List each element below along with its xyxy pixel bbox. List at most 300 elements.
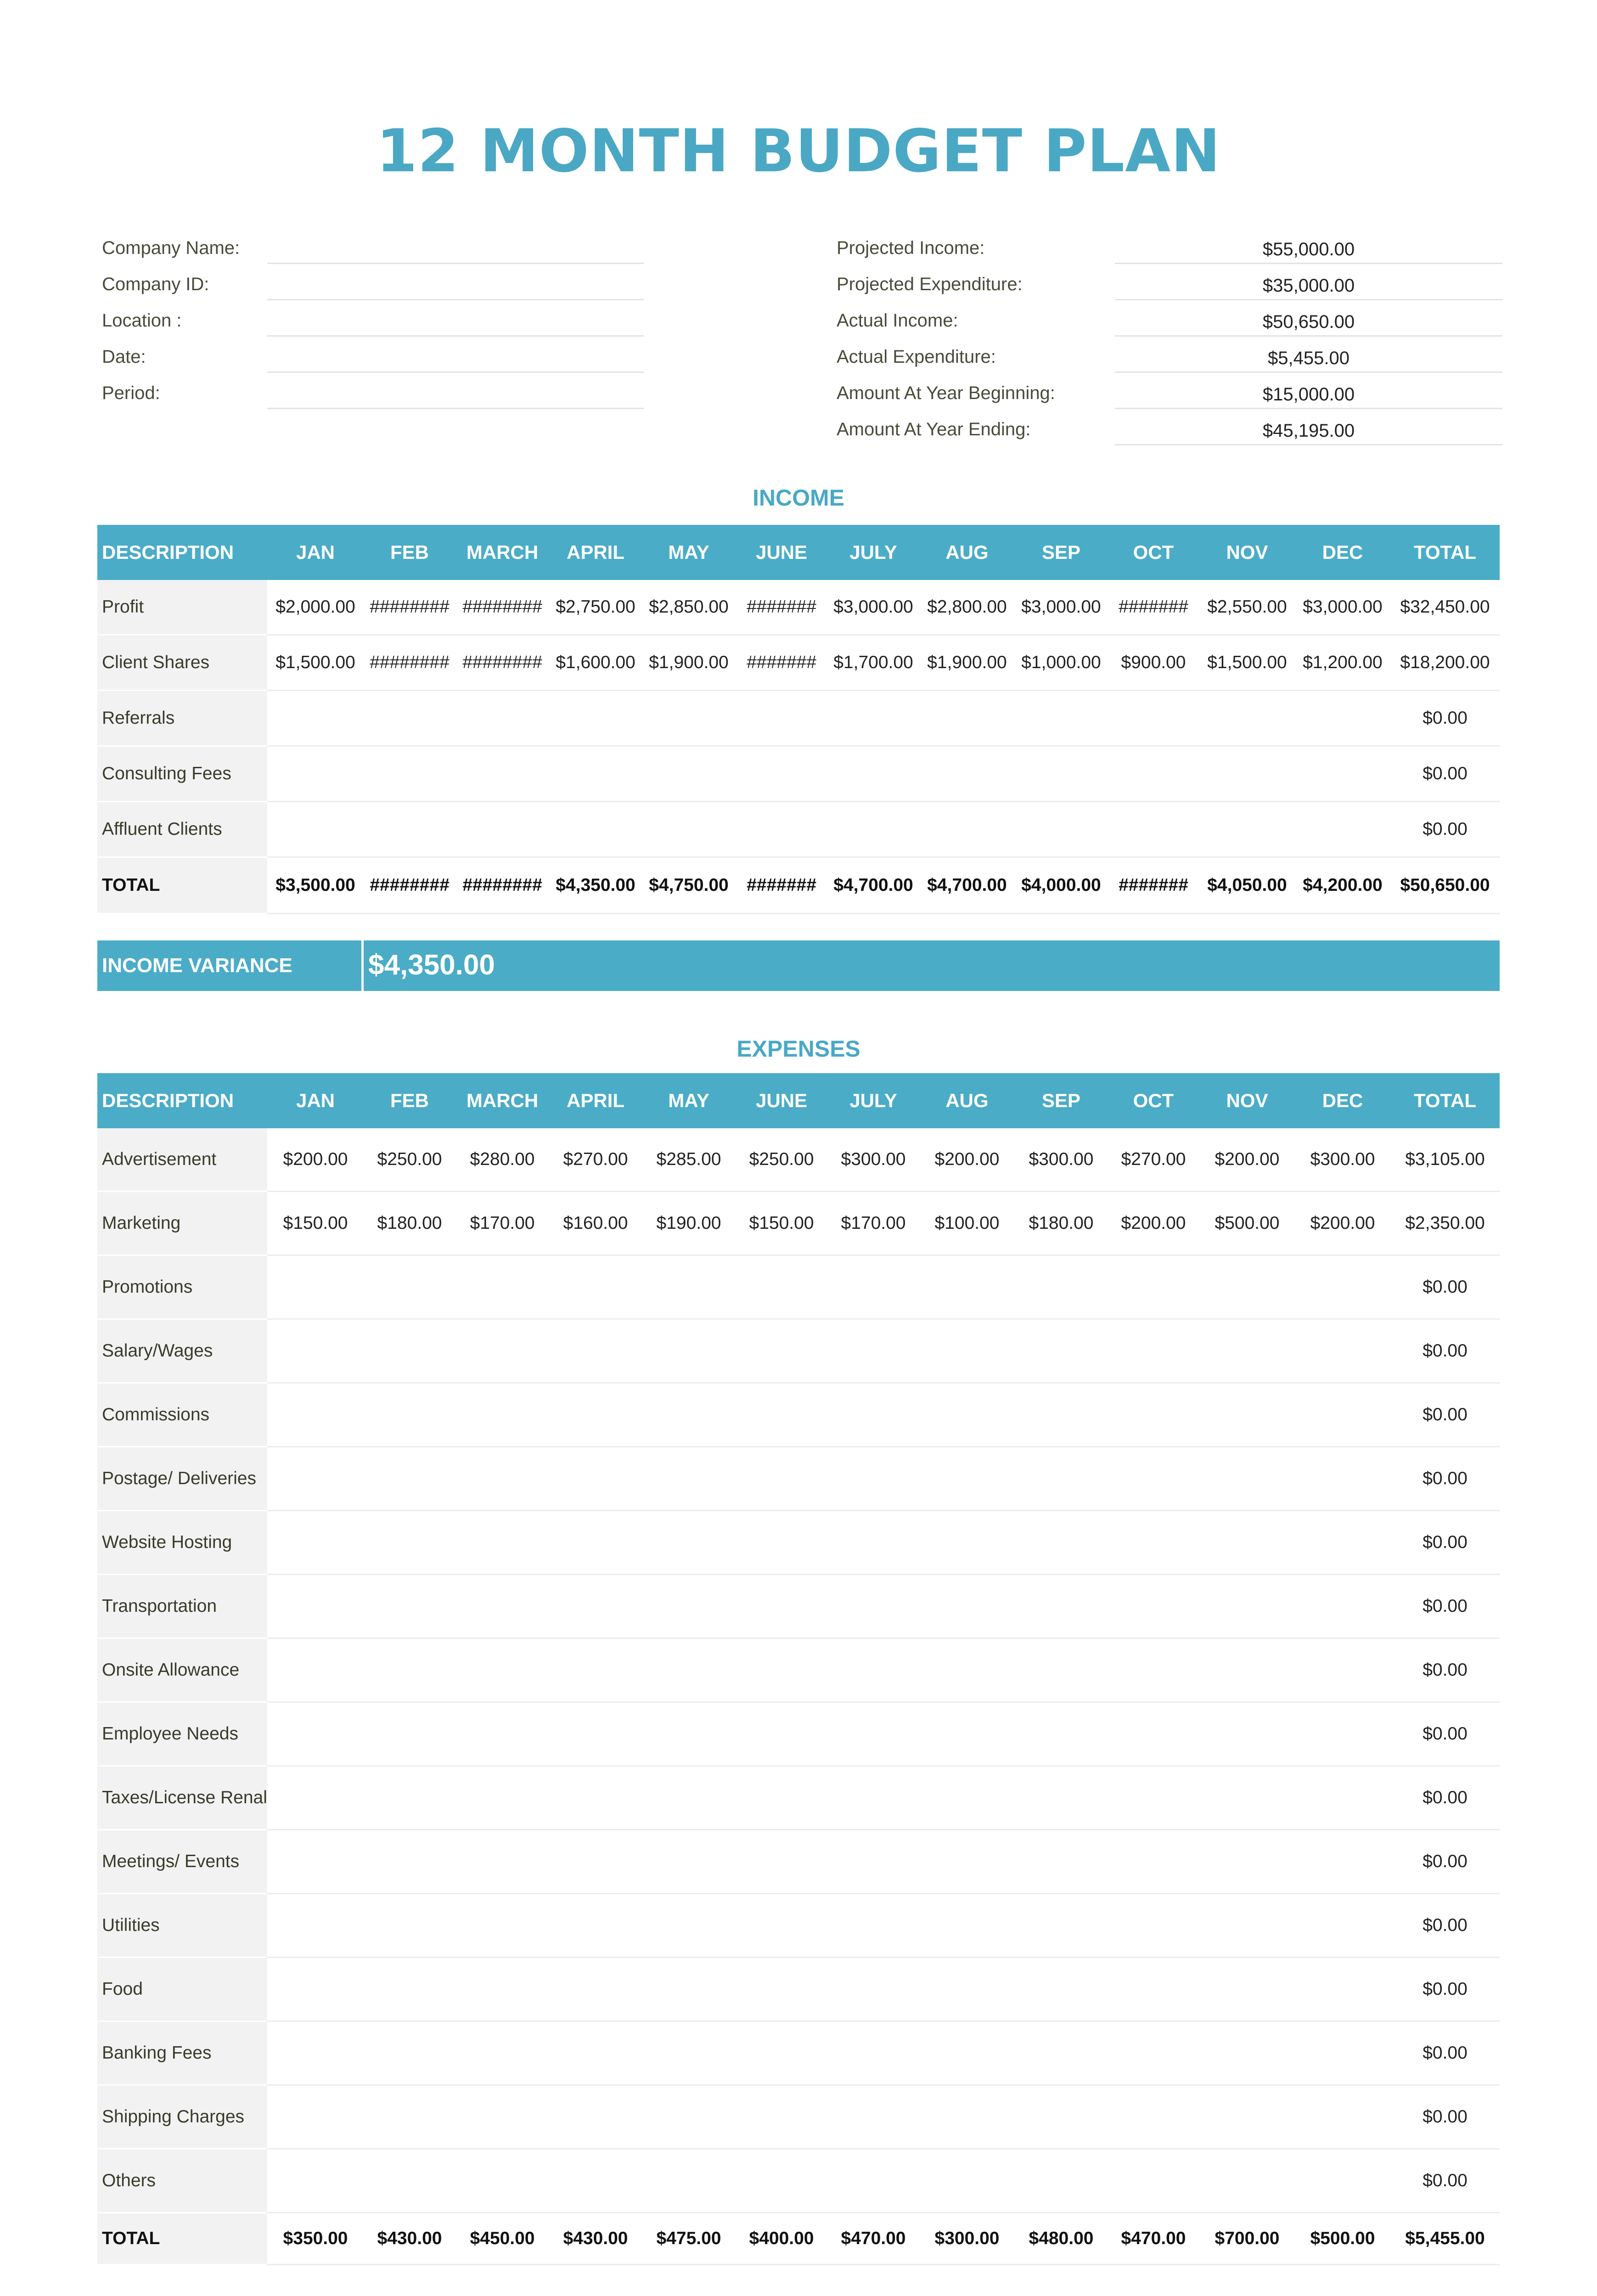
table-cell[interactable]: $1,500.00: [1199, 635, 1295, 691]
table-cell[interactable]: [736, 1383, 827, 1447]
table-cell[interactable]: [1199, 2085, 1295, 2149]
table-cell[interactable]: $4,700.00: [827, 857, 919, 914]
table-cell[interactable]: [455, 746, 549, 802]
table-cell[interactable]: [1108, 1383, 1199, 1447]
table-cell[interactable]: ########: [364, 857, 455, 914]
table-cell[interactable]: [267, 802, 364, 857]
table-cell[interactable]: $180.00: [364, 1192, 455, 1255]
table-cell[interactable]: $1,700.00: [827, 635, 919, 691]
table-cell[interactable]: [1199, 746, 1295, 802]
table-cell[interactable]: [919, 1319, 1015, 1383]
table-cell[interactable]: [827, 746, 919, 802]
table-cell[interactable]: [1199, 2149, 1295, 2213]
table-cell[interactable]: [1108, 1575, 1199, 1638]
table-cell[interactable]: [736, 1830, 827, 1894]
table-cell[interactable]: [919, 1894, 1015, 1958]
table-cell[interactable]: [1108, 1255, 1199, 1319]
table-cell[interactable]: $300.00: [1295, 1128, 1390, 1192]
table-cell[interactable]: [1108, 1702, 1199, 1766]
table-cell[interactable]: [267, 1830, 364, 1894]
table-cell[interactable]: [1015, 1255, 1108, 1319]
table-cell[interactable]: ########: [364, 635, 455, 691]
table-cell[interactable]: [827, 1830, 919, 1894]
table-cell[interactable]: [1199, 1575, 1295, 1638]
table-cell[interactable]: [267, 1638, 364, 1702]
table-cell[interactable]: [455, 1447, 549, 1511]
table-cell[interactable]: $0.00: [1390, 1575, 1500, 1638]
summary-value-field[interactable]: $35,000.00: [1115, 266, 1502, 300]
table-cell[interactable]: [1295, 1255, 1390, 1319]
table-cell[interactable]: [549, 1447, 642, 1511]
table-cell[interactable]: $2,000.00: [267, 580, 364, 635]
table-cell[interactable]: [267, 1894, 364, 1958]
table-cell[interactable]: [919, 746, 1015, 802]
table-cell[interactable]: #######: [1108, 857, 1199, 914]
table-cell[interactable]: $270.00: [1108, 1128, 1199, 1192]
table-cell[interactable]: [736, 1894, 827, 1958]
table-cell[interactable]: [919, 1511, 1015, 1575]
table-cell[interactable]: $200.00: [1295, 1192, 1390, 1255]
table-cell[interactable]: $0.00: [1390, 1958, 1500, 2021]
company-info-value-field[interactable]: [267, 266, 644, 300]
table-cell[interactable]: [642, 1702, 736, 1766]
table-cell[interactable]: [1295, 2149, 1390, 2213]
summary-value-field[interactable]: $45,195.00: [1115, 411, 1502, 445]
table-cell[interactable]: $190.00: [642, 1192, 736, 1255]
table-cell[interactable]: [1295, 691, 1390, 746]
table-cell[interactable]: [827, 1958, 919, 2021]
table-cell[interactable]: [455, 691, 549, 746]
table-cell[interactable]: $170.00: [455, 1192, 549, 1255]
table-cell[interactable]: [1295, 1447, 1390, 1511]
table-cell[interactable]: [1108, 1511, 1199, 1575]
table-cell[interactable]: $475.00: [642, 2213, 736, 2265]
table-cell[interactable]: [364, 1383, 455, 1447]
table-cell[interactable]: #######: [1108, 580, 1199, 635]
table-cell[interactable]: [642, 1511, 736, 1575]
table-cell[interactable]: [549, 1319, 642, 1383]
table-cell[interactable]: $470.00: [827, 2213, 919, 2265]
table-cell[interactable]: [919, 1766, 1015, 1830]
table-cell[interactable]: $50,650.00: [1390, 857, 1500, 914]
table-cell[interactable]: [642, 1575, 736, 1638]
table-cell[interactable]: [1295, 1894, 1390, 1958]
table-cell[interactable]: [827, 1255, 919, 1319]
table-cell[interactable]: [827, 1766, 919, 1830]
table-cell[interactable]: $150.00: [267, 1192, 364, 1255]
table-cell[interactable]: [1295, 1383, 1390, 1447]
table-cell[interactable]: [455, 1958, 549, 2021]
table-cell[interactable]: [549, 2085, 642, 2149]
table-cell[interactable]: [919, 1830, 1015, 1894]
table-cell[interactable]: [827, 1447, 919, 1511]
table-cell[interactable]: $200.00: [919, 1128, 1015, 1192]
table-cell[interactable]: [1108, 1958, 1199, 2021]
table-cell[interactable]: [642, 1447, 736, 1511]
table-cell[interactable]: ########: [455, 857, 549, 914]
table-cell[interactable]: [919, 802, 1015, 857]
table-cell[interactable]: [827, 1702, 919, 1766]
table-cell[interactable]: [736, 2085, 827, 2149]
table-cell[interactable]: $1,900.00: [919, 635, 1015, 691]
table-cell[interactable]: $3,000.00: [1015, 580, 1108, 635]
table-cell[interactable]: [455, 1319, 549, 1383]
table-cell[interactable]: [1108, 1319, 1199, 1383]
table-cell[interactable]: [827, 1511, 919, 1575]
table-cell[interactable]: [364, 1575, 455, 1638]
table-cell[interactable]: $3,000.00: [827, 580, 919, 635]
table-cell[interactable]: [642, 746, 736, 802]
table-cell[interactable]: [1015, 1575, 1108, 1638]
table-cell[interactable]: [549, 1255, 642, 1319]
table-cell[interactable]: [1199, 1319, 1295, 1383]
table-cell[interactable]: $170.00: [827, 1192, 919, 1255]
table-cell[interactable]: $500.00: [1199, 1192, 1295, 1255]
table-cell[interactable]: [919, 2085, 1015, 2149]
summary-value-field[interactable]: $15,000.00: [1115, 375, 1502, 409]
table-cell[interactable]: [1199, 1511, 1295, 1575]
table-cell[interactable]: [827, 691, 919, 746]
table-cell[interactable]: [1108, 1894, 1199, 1958]
table-cell[interactable]: [1108, 1638, 1199, 1702]
table-cell[interactable]: [1015, 2021, 1108, 2085]
table-cell[interactable]: [827, 1894, 919, 1958]
table-cell[interactable]: $270.00: [549, 1128, 642, 1192]
table-cell[interactable]: [1015, 1766, 1108, 1830]
table-cell[interactable]: [267, 1255, 364, 1319]
table-cell[interactable]: [736, 1255, 827, 1319]
table-cell[interactable]: [736, 691, 827, 746]
table-cell[interactable]: [1295, 802, 1390, 857]
table-cell[interactable]: [736, 1511, 827, 1575]
table-cell[interactable]: [736, 1766, 827, 1830]
table-cell[interactable]: [827, 2021, 919, 2085]
table-cell[interactable]: [736, 1575, 827, 1638]
table-cell[interactable]: $2,800.00: [919, 580, 1015, 635]
table-cell[interactable]: $1,000.00: [1015, 635, 1108, 691]
table-cell[interactable]: [549, 2149, 642, 2213]
table-cell[interactable]: [642, 2149, 736, 2213]
table-cell[interactable]: $250.00: [736, 1128, 827, 1192]
table-cell[interactable]: [549, 691, 642, 746]
table-cell[interactable]: [919, 2149, 1015, 2213]
table-cell[interactable]: [1015, 1830, 1108, 1894]
table-cell[interactable]: $0.00: [1390, 2021, 1500, 2085]
table-cell[interactable]: [1199, 1702, 1295, 1766]
table-cell[interactable]: [267, 746, 364, 802]
table-cell[interactable]: $430.00: [549, 2213, 642, 2265]
table-cell[interactable]: [1295, 2021, 1390, 2085]
table-cell[interactable]: $4,000.00: [1015, 857, 1108, 914]
company-info-value-field[interactable]: [267, 375, 644, 409]
table-cell[interactable]: $400.00: [736, 2213, 827, 2265]
table-cell[interactable]: [267, 1447, 364, 1511]
table-cell[interactable]: [1199, 1255, 1295, 1319]
table-cell[interactable]: [1199, 691, 1295, 746]
table-cell[interactable]: $200.00: [267, 1128, 364, 1192]
table-cell[interactable]: [455, 1638, 549, 1702]
table-cell[interactable]: $0.00: [1390, 1830, 1500, 1894]
table-cell[interactable]: [1108, 2085, 1199, 2149]
table-cell[interactable]: $300.00: [1015, 1128, 1108, 1192]
table-cell[interactable]: [364, 2021, 455, 2085]
table-cell[interactable]: $450.00: [455, 2213, 549, 2265]
table-cell[interactable]: #######: [736, 857, 827, 914]
table-cell[interactable]: $2,850.00: [642, 580, 736, 635]
table-cell[interactable]: [1015, 691, 1108, 746]
table-cell[interactable]: $180.00: [1015, 1192, 1108, 1255]
table-cell[interactable]: [549, 1638, 642, 1702]
table-cell[interactable]: [364, 1958, 455, 2021]
table-cell[interactable]: $100.00: [919, 1192, 1015, 1255]
table-cell[interactable]: [364, 2149, 455, 2213]
table-cell[interactable]: $4,350.00: [549, 857, 642, 914]
table-cell[interactable]: [364, 1255, 455, 1319]
table-cell[interactable]: [736, 1702, 827, 1766]
table-cell[interactable]: [549, 1575, 642, 1638]
table-cell[interactable]: [1108, 1766, 1199, 1830]
table-cell[interactable]: [919, 1447, 1015, 1511]
table-cell[interactable]: [549, 1958, 642, 2021]
table-cell[interactable]: $1,600.00: [549, 635, 642, 691]
table-cell[interactable]: [1015, 1511, 1108, 1575]
table-cell[interactable]: [455, 2149, 549, 2213]
table-cell[interactable]: [1015, 802, 1108, 857]
table-cell[interactable]: [642, 2085, 736, 2149]
table-cell[interactable]: [267, 1319, 364, 1383]
table-cell[interactable]: $160.00: [549, 1192, 642, 1255]
table-cell[interactable]: [267, 1766, 364, 1830]
table-cell[interactable]: [549, 1830, 642, 1894]
table-cell[interactable]: [364, 1702, 455, 1766]
table-cell[interactable]: $3,000.00: [1295, 580, 1390, 635]
table-cell[interactable]: [1108, 1447, 1199, 1511]
table-cell[interactable]: $0.00: [1390, 1319, 1500, 1383]
table-cell[interactable]: [549, 1383, 642, 1447]
table-cell[interactable]: [1015, 1894, 1108, 1958]
table-cell[interactable]: [549, 746, 642, 802]
table-cell[interactable]: [1295, 746, 1390, 802]
table-cell[interactable]: [549, 1766, 642, 1830]
table-cell[interactable]: [267, 691, 364, 746]
table-cell[interactable]: $3,105.00: [1390, 1128, 1500, 1192]
table-cell[interactable]: [1199, 2021, 1295, 2085]
table-cell[interactable]: [642, 1894, 736, 1958]
table-cell[interactable]: [267, 1702, 364, 1766]
table-cell[interactable]: [364, 1319, 455, 1383]
company-info-value-field[interactable]: [267, 338, 644, 373]
table-cell[interactable]: [1295, 1638, 1390, 1702]
summary-value-field[interactable]: $50,650.00: [1115, 302, 1502, 337]
company-info-value-field[interactable]: [267, 302, 644, 337]
summary-value-field[interactable]: $55,000.00: [1115, 230, 1502, 264]
table-cell[interactable]: [642, 1319, 736, 1383]
table-cell[interactable]: [267, 1575, 364, 1638]
table-cell[interactable]: [267, 2085, 364, 2149]
table-cell[interactable]: [455, 802, 549, 857]
table-cell[interactable]: [1015, 1447, 1108, 1511]
table-cell[interactable]: [1015, 1319, 1108, 1383]
table-cell[interactable]: $285.00: [642, 1128, 736, 1192]
table-cell[interactable]: [364, 1830, 455, 1894]
table-cell[interactable]: $0.00: [1390, 1638, 1500, 1702]
table-cell[interactable]: [1108, 2149, 1199, 2213]
table-cell[interactable]: [1108, 746, 1199, 802]
table-cell[interactable]: [1295, 1958, 1390, 2021]
table-cell[interactable]: [827, 1638, 919, 1702]
table-cell[interactable]: $2,750.00: [549, 580, 642, 635]
table-cell[interactable]: [1295, 1702, 1390, 1766]
company-info-value-field[interactable]: [267, 230, 644, 264]
table-cell[interactable]: $3,500.00: [267, 857, 364, 914]
table-cell[interactable]: ########: [455, 635, 549, 691]
table-cell[interactable]: $480.00: [1015, 2213, 1108, 2265]
table-cell[interactable]: $280.00: [455, 1128, 549, 1192]
table-cell[interactable]: [455, 1255, 549, 1319]
table-cell[interactable]: [455, 1766, 549, 1830]
table-cell[interactable]: [455, 2085, 549, 2149]
table-cell[interactable]: [1108, 691, 1199, 746]
table-cell[interactable]: [267, 1958, 364, 2021]
table-cell[interactable]: $0.00: [1390, 802, 1500, 857]
summary-value-field[interactable]: $5,455.00: [1115, 338, 1502, 373]
table-cell[interactable]: [455, 1894, 549, 1958]
table-cell[interactable]: [1015, 2085, 1108, 2149]
table-cell[interactable]: [1295, 1319, 1390, 1383]
table-cell[interactable]: [642, 691, 736, 746]
table-cell[interactable]: [642, 2021, 736, 2085]
table-cell[interactable]: $0.00: [1390, 1447, 1500, 1511]
table-cell[interactable]: $4,700.00: [919, 857, 1015, 914]
table-cell[interactable]: [1108, 802, 1199, 857]
table-cell[interactable]: [642, 1830, 736, 1894]
table-cell[interactable]: [827, 2149, 919, 2213]
table-cell[interactable]: [364, 746, 455, 802]
table-cell[interactable]: $0.00: [1390, 691, 1500, 746]
table-cell[interactable]: [364, 2085, 455, 2149]
table-cell[interactable]: [736, 1447, 827, 1511]
table-cell[interactable]: [1199, 1383, 1295, 1447]
table-cell[interactable]: $250.00: [364, 1128, 455, 1192]
table-cell[interactable]: [364, 691, 455, 746]
table-cell[interactable]: $0.00: [1390, 1383, 1500, 1447]
table-cell[interactable]: $0.00: [1390, 746, 1500, 802]
table-cell[interactable]: [364, 1766, 455, 1830]
table-cell[interactable]: [1108, 1830, 1199, 1894]
table-cell[interactable]: $0.00: [1390, 2085, 1500, 2149]
table-cell[interactable]: [267, 2149, 364, 2213]
table-cell[interactable]: $1,200.00: [1295, 635, 1390, 691]
table-cell[interactable]: [827, 1575, 919, 1638]
table-cell[interactable]: [549, 802, 642, 857]
table-cell[interactable]: $430.00: [364, 2213, 455, 2265]
table-cell[interactable]: $0.00: [1390, 1511, 1500, 1575]
table-cell[interactable]: [549, 1894, 642, 1958]
table-cell[interactable]: [736, 2149, 827, 2213]
table-cell[interactable]: $0.00: [1390, 1255, 1500, 1319]
table-cell[interactable]: [736, 802, 827, 857]
table-cell[interactable]: [827, 2085, 919, 2149]
table-cell[interactable]: [919, 2021, 1015, 2085]
table-cell[interactable]: $0.00: [1390, 1766, 1500, 1830]
table-cell[interactable]: [364, 1638, 455, 1702]
table-cell[interactable]: [364, 1447, 455, 1511]
table-cell[interactable]: $1,900.00: [642, 635, 736, 691]
table-cell[interactable]: [919, 1638, 1015, 1702]
table-cell[interactable]: [455, 1383, 549, 1447]
table-cell[interactable]: $300.00: [919, 2213, 1015, 2265]
table-cell[interactable]: $300.00: [827, 1128, 919, 1192]
table-cell[interactable]: [1199, 1830, 1295, 1894]
table-cell[interactable]: $900.00: [1108, 635, 1199, 691]
table-cell[interactable]: $500.00: [1295, 2213, 1390, 2265]
table-cell[interactable]: [1199, 802, 1295, 857]
table-cell[interactable]: [919, 691, 1015, 746]
table-cell[interactable]: [1199, 1894, 1295, 1958]
table-cell[interactable]: [642, 1766, 736, 1830]
table-cell[interactable]: [1199, 1766, 1295, 1830]
table-cell[interactable]: $0.00: [1390, 1702, 1500, 1766]
table-cell[interactable]: [364, 1511, 455, 1575]
table-cell[interactable]: [919, 1383, 1015, 1447]
table-cell[interactable]: $18,200.00: [1390, 635, 1500, 691]
table-cell[interactable]: [642, 1958, 736, 2021]
table-cell[interactable]: [1015, 1958, 1108, 2021]
table-cell[interactable]: #######: [736, 635, 827, 691]
table-cell[interactable]: [642, 1638, 736, 1702]
table-cell[interactable]: [267, 2021, 364, 2085]
table-cell[interactable]: [1108, 2021, 1199, 2085]
table-cell[interactable]: $150.00: [736, 1192, 827, 1255]
table-cell[interactable]: [364, 1894, 455, 1958]
table-cell[interactable]: ########: [364, 580, 455, 635]
table-cell[interactable]: [827, 1383, 919, 1447]
table-cell[interactable]: [455, 2021, 549, 2085]
table-cell[interactable]: $4,050.00: [1199, 857, 1295, 914]
table-cell[interactable]: $5,455.00: [1390, 2213, 1500, 2265]
table-cell[interactable]: [549, 2021, 642, 2085]
table-cell[interactable]: [1295, 1511, 1390, 1575]
table-cell[interactable]: [1015, 1638, 1108, 1702]
table-cell[interactable]: [919, 1958, 1015, 2021]
table-cell[interactable]: [642, 802, 736, 857]
table-cell[interactable]: $4,200.00: [1295, 857, 1390, 914]
table-cell[interactable]: [267, 1383, 364, 1447]
table-cell[interactable]: ########: [455, 580, 549, 635]
table-cell[interactable]: $470.00: [1108, 2213, 1199, 2265]
table-cell[interactable]: [736, 2021, 827, 2085]
table-cell[interactable]: [1295, 1575, 1390, 1638]
table-cell[interactable]: [736, 1958, 827, 2021]
table-cell[interactable]: [1199, 1638, 1295, 1702]
table-cell[interactable]: $200.00: [1199, 1128, 1295, 1192]
table-cell[interactable]: [455, 1511, 549, 1575]
table-cell[interactable]: $0.00: [1390, 2149, 1500, 2213]
table-cell[interactable]: [455, 1830, 549, 1894]
table-cell[interactable]: [919, 1575, 1015, 1638]
table-cell[interactable]: [1295, 2085, 1390, 2149]
table-cell[interactable]: $1,500.00: [267, 635, 364, 691]
table-cell[interactable]: $2,350.00: [1390, 1192, 1500, 1255]
table-cell[interactable]: [736, 1319, 827, 1383]
table-cell[interactable]: [1199, 1447, 1295, 1511]
table-cell[interactable]: [736, 1638, 827, 1702]
table-cell[interactable]: $32,450.00: [1390, 580, 1500, 635]
table-cell[interactable]: [736, 746, 827, 802]
table-cell[interactable]: [1015, 1702, 1108, 1766]
table-cell[interactable]: [364, 802, 455, 857]
table-cell[interactable]: $350.00: [267, 2213, 364, 2265]
